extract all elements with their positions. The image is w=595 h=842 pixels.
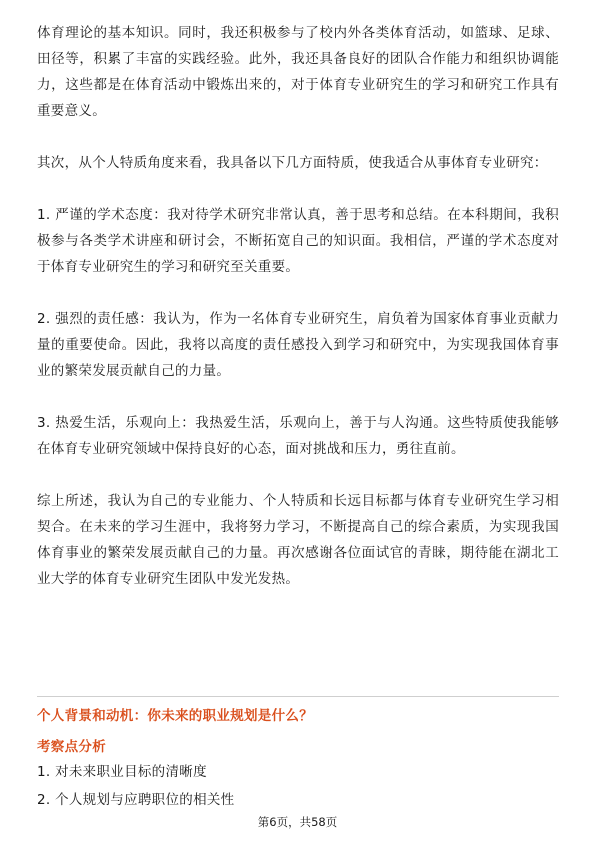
paragraph-trait-1: 1. 严谨的学术态度：我对待学术研究非常认真，善于思考和总结。在本科期间，我积极参与各类学术讲座和研讨会，不断拓宽自己的知识面。我相信，严谨的学术态度对于体育专业研究生的学习和研究至关重要。 (37, 207, 559, 275)
section-divider (37, 696, 559, 697)
paragraph-gap (37, 462, 559, 488)
analysis-heading: 考察点分析 (37, 739, 106, 755)
paragraph-gap (37, 280, 559, 306)
analysis-point: 2. 个人规划与应聘职位的相关性 (37, 792, 235, 808)
paragraph-conclusion: 综上所述，我认为自己的专业能力、个人特质和长远目标都与体育专业研究生学习相契合。在未来的学习生涯中，我将努力学习，不断提高自己的综合素质，为实现我国体育事业的繁荣发展贡献自己的力量。再次感谢各位面试官的青睐，期待能在湖北工业大学的体育专业研究生团队中发光发热。 (37, 493, 559, 587)
analysis-point: 1. 对未来职业目标的清晰度 (37, 764, 207, 780)
paragraph-trait-3: 3. 热爱生活，乐观向上：我热爱生活，乐观向上，善于与人沟通。这些特质使我能够在体育专业研究领域中保持良好的心态，面对挑战和压力，勇往直前。 (37, 415, 559, 457)
paragraph-gap (37, 124, 559, 150)
paragraph-traits-intro: 其次，从个人特质角度来看，我具备以下几方面特质，使我适合从事体育专业研究： (37, 155, 548, 171)
paragraph-gap (37, 384, 559, 410)
paragraph-intro-continued: 体育理论的基本知识。同时，我还积极参与了校内外各类体育活动，如篮球、足球、田径等，积累了丰富的实践经验。此外，我还具备良好的团队合作能力和组织协调能力，这些都是在体育活动中锻炼出来的，对于体育专业研究生的学习和研究工作具有重要意义。 (37, 25, 559, 119)
body-text (37, 20, 559, 592)
paragraph-gap (37, 176, 559, 202)
paragraph-trait-2: 2. 强烈的责任感：我认为，作为一名体育专业研究生，肩负着为国家体育事业贡献力量的重要使命。因此，我将以高度的责任感投入到学习和研究中，为实现我国体育事业的繁荣发展贡献自己的力量。 (37, 311, 559, 379)
page-number-footer: 第6页，共58页 (257, 815, 338, 829)
interview-question-heading: 个人背景和动机：你未来的职业规划是什么？ (37, 708, 313, 724)
